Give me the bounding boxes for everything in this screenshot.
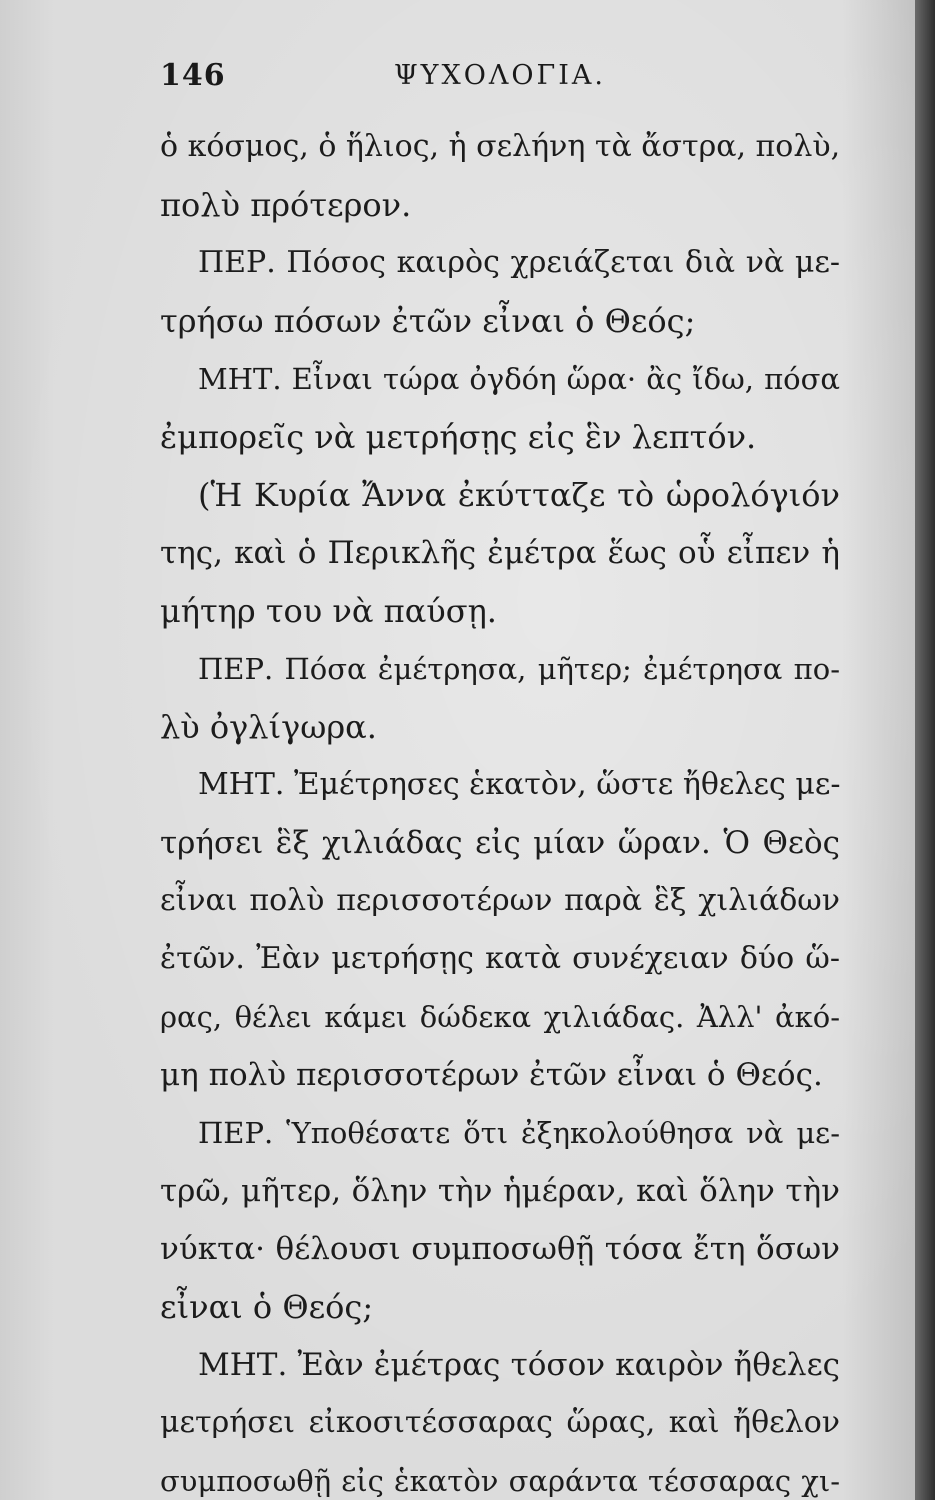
text-line: ΠΕΡ. Ὑποθέσατε ὅτι ἐξηκολούθησα νὰ με- (198, 1116, 840, 1150)
text-line: ΠΕΡ. Πόσα ἐμέτρησα, μῆτερ; ἐμέτρησα πο- (198, 652, 840, 686)
text-line: ΜΗΤ. Ἐμέτρησες ἑκατὸν, ὥστε ἤθελες με- (198, 767, 841, 802)
text-line: ΜΗΤ. Ἐὰν ἐμέτρας τόσον καιρὸν ἤθελες (198, 1347, 840, 1383)
text-line: νύκτα· θέλουσι συμποσωθῇ τόσα ἔτη ὅσων (160, 1231, 840, 1267)
text-line: πολὺ πρότερον. (160, 186, 412, 224)
text-line: μετρήσει εἰκοσιτέσσαρας ὥρας, καὶ ἤθελον (160, 1405, 840, 1440)
text-line: μήτηρ του νὰ παύσῃ. (160, 592, 497, 630)
text-line: ΠΕΡ. Πόσος καιρὸς χρειάζεται διὰ νὰ με- (198, 245, 840, 280)
text-line: τρήσει ἓξ χιλιάδας εἰς μίαν ὥραν. Ὁ Θεὸς (160, 825, 840, 861)
page-header (160, 58, 620, 102)
text-line: ρας, θέλει κάμει δώδεκα χιλιάδας. Ἀλλ' ἀκό- (160, 1000, 840, 1034)
text-line: εἶναι πολὺ περισσοτέρων παρὰ ἓξ χιλιάδων (160, 883, 840, 918)
text-line: εἶναι ὁ Θεός; (160, 1288, 374, 1326)
text-line: τρήσω πόσων ἐτῶν εἶναι ὁ Θεός; (160, 302, 696, 340)
text-line: της, καὶ ὁ Περικλῆς ἐμέτρα ἕως οὗ εἶπεν ἡ (160, 535, 840, 571)
text-line: ἐμπορεῖς νὰ μετρήσῃς εἰς ἓν λεπτόν. (160, 418, 757, 456)
text-line: ἐτῶν. Ἐὰν μετρήσῃς κατὰ συνέχειαν δύο ὥ- (160, 941, 840, 976)
text-line: μη πολὺ περισσοτέρων ἐτῶν εἶναι ὁ Θεός. (160, 1057, 823, 1093)
body-text (160, 118, 840, 1500)
text-line: τρῶ, μῆτερ, ὅλην τὴν ἡμέραν, καὶ ὅλην τὴν (160, 1173, 840, 1209)
text-line: (Ἡ Κυρία Ἄννα ἐκύτταζε τὸ ὡρολόγιόν (198, 476, 840, 514)
text-line: ΜΗΤ. Εἶναι τώρα ὀγδόη ὥρα· ἂς ἴδω, πόσα (198, 362, 840, 396)
text-line: ὁ κόσμος, ὁ ἥλιος, ἡ σελήνη τὰ ἄστρα, πολὺ, (160, 129, 841, 164)
text-line: λὺ ὀγλίγωρα. (160, 708, 377, 746)
text-line: συμποσωθῇ εἰς ἑκατὸν σαράντα τέσσαρας χι- (160, 1464, 840, 1498)
running-head: ΨΥΧΟΛΟΓΙΑ. (394, 60, 606, 91)
page-edge-shadow (915, 0, 935, 1500)
page-number: 146 (160, 58, 226, 93)
